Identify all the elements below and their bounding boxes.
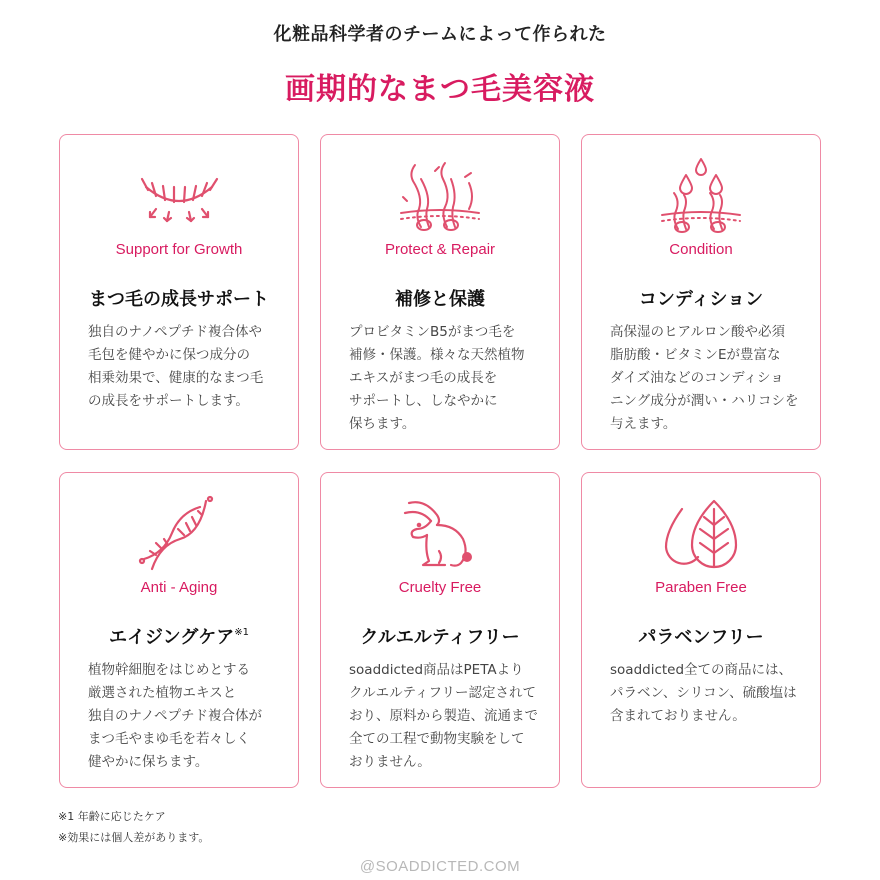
eyelash-icon [60,153,298,241]
dna-icon [60,491,298,579]
feature-card-cruelty-free [320,472,560,788]
card-description: 高保湿のヒアルロン酸や必須 脂肪酸・ビタミンEが豊富な ダイズ油などのコンディショ ニング成分が潤い・ハリコシを 与えます。 [610,324,799,432]
card-en-label: Condition [669,241,733,258]
header-subtitle: 化粧品科学者のチームによって作られた [273,24,607,45]
card-title: まつ毛の成長サポート [89,289,269,310]
card-en-label: Paraben Free [655,579,747,596]
watermark: @SOADDICTED.COM [359,858,521,875]
hair-follicle-icon [321,153,559,241]
footnote: ※効果には個人差があります。 [58,831,210,844]
card-description: soaddicted全ての商品には、 パラベン、シリコン、硫酸塩は 含まれておりません。 [610,662,797,724]
card-title: 補修と保護 [395,289,485,310]
leaf-drop-icon [582,491,820,579]
card-description: soaddicted商品はPETAより クルエルティフリー認定されて おり、原料から製造、流通まで 全ての工程で動物実験をして おりません。 [349,662,538,770]
footnote: ※1 年齢に応じたケア [58,810,166,823]
card-title: クルエルティフリー [360,627,520,648]
footnotes [58,806,209,848]
moisture-drops-icon [582,153,820,241]
card-en-label: Support for Growth [115,241,243,258]
card-description: 独自のナノペプチド複合体や 毛包を健やかに保つ成分の 相乗効果で、健康的なまつ毛 の成長をサポートします。 [88,324,264,409]
card-title: コンディション [638,289,764,310]
card-en-label: Cruelty Free [398,579,482,596]
feature-card-repair [320,134,560,450]
card-en-label: Protect & Repair [384,241,496,258]
card-description: 植物幹細胞をはじめとする 厳選された植物エキスと 独自のナノペプチド複合体が まつ毛やまゆ毛を若々しく 健やかに保ちます。 [88,662,263,770]
card-title: パラベンフリー [638,627,764,648]
card-description: プロビタミンB5がまつ毛を 補修・保護。様々な天然植物 エキスがまつ毛の成長を サポートし、しなやかに 保ちます。 [349,324,525,432]
feature-card-anti-aging [59,472,299,788]
feature-card-paraben-free [581,472,821,788]
page-title: 画期的なまつ毛美容液 [285,72,595,107]
rabbit-icon [321,491,559,579]
card-title: エイジングケア$^{※1}$ [109,627,249,648]
card-en-label: Anti - Aging [140,579,218,596]
feature-card-condition [581,134,821,450]
feature-card-growth [59,134,299,450]
